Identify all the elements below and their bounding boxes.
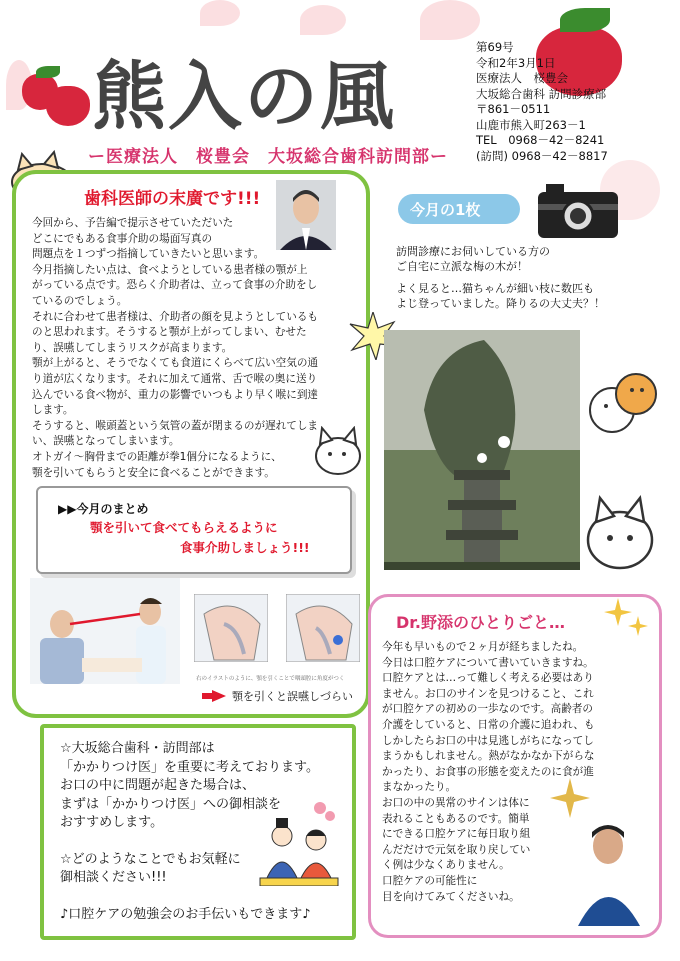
nozoe-line: まうかもしれません。熱がなかなか下がらな — [382, 750, 595, 763]
dentist-line: オトガイ～胸骨までの距離が拳1個分になるように、 — [32, 450, 282, 463]
dentist-line: そうすると、喉頭蓋という気管の蓋が閉まるのが遅れてしま — [32, 419, 319, 432]
nozoe-heading: Dr.野添のひとりごと… — [396, 613, 565, 632]
arrow-icon — [212, 690, 226, 702]
nozoe-line: 介護をしていると、日常の介護に追われ、も — [382, 718, 595, 731]
nozoe-line: 今日は口腔ケアについて書いていきますね。 — [382, 656, 594, 669]
hina-dolls-icon — [258, 800, 340, 886]
cat-icon — [310, 426, 366, 478]
dentist-line: い、誤嚥となってしまいます。 — [32, 435, 180, 448]
dentist-line: 問題点を１つずつ指摘していきたいと思います。 — [32, 248, 265, 261]
dentist-line: がっている点です。恐らく介助者は、立って食事の介助をし — [32, 279, 318, 292]
leaf-icon — [560, 8, 610, 32]
notice-line-spacer — [60, 888, 319, 906]
leaf-icon — [36, 66, 60, 78]
petal-decoration — [300, 5, 346, 35]
photo-line: 訪問診療にお伺いしている方の — [396, 245, 550, 258]
photo-line: ご自宅に立派な梅の木が！ — [396, 260, 528, 273]
notice-line: 「かかりつけ医」を重要に考えております。 — [60, 759, 319, 775]
phone-main: TEL 0968－42－8241 — [476, 133, 605, 147]
dentist-line: 顎を引いてもらうと安全に食べることができます。 — [32, 466, 275, 479]
arrow-icon-tail — [202, 693, 212, 699]
dentist-line: します。 — [32, 404, 74, 417]
nozoe-line: かったり、お食事の形態を変えたのに食が進 — [382, 765, 594, 778]
nozoe-line: しかしたらお口の中は見逃しがちになってし — [382, 734, 594, 747]
dentist-line: 込んでいる食べ物が、重力の影響でいつもより早く喉に到達 — [32, 388, 319, 401]
nozoe-line: にできる口腔ケアに毎日取り組 — [382, 828, 531, 841]
dentist-line: ているのでしょう。 — [32, 294, 128, 307]
nozoe-line: く例は少なくありません。 — [382, 859, 510, 872]
nozoe-line: まなかったり。 — [382, 781, 457, 794]
strawberry-icon — [46, 86, 90, 126]
notice-line: ☆大坂総合歯科・訪問部は — [60, 741, 215, 756]
summary-label: ▶▶今月のまとめ — [58, 502, 149, 516]
postal-code: 〒861－0511 — [476, 102, 551, 116]
summary-line-1: 顎を引いて食べてもらえるように — [90, 520, 278, 535]
notice-line: ☆どのようなことでもお気軽に — [60, 851, 241, 867]
issue-date: 令和2年3月1日 — [476, 55, 556, 70]
nozoe-line: お口の中の異常のサインは体に — [382, 796, 530, 809]
dentist-line: 今月指摘したい点は、食べようとしている患者様の顎が上 — [32, 263, 308, 276]
dentist-line: り、誤嚥してしまうリスクが高まります。 — [32, 341, 233, 354]
notice-line: まずは「かかりつけ医」への御相談を — [60, 796, 282, 812]
phone-visit: (訪問) 0968－42－8817 — [476, 148, 608, 163]
notice-line: 御相談ください!!! — [60, 870, 167, 885]
photo-description — [396, 244, 605, 311]
dentist-line: 今回から、予告編で提示させていただいた — [32, 217, 234, 229]
camera-icon — [536, 180, 620, 242]
org-name: 医療法人 桜豊会 — [476, 71, 568, 85]
photo-line-spacer — [396, 274, 605, 281]
dentist-line: り道が広くなります。それに加えて通常、舌で喉の奥に送り — [32, 372, 318, 385]
nozoe-line: が口腔ケアの初めの一歩なのです。高齢者の — [382, 703, 594, 716]
newsletter-subtitle: ー医療法人 桜豊会 大坂総合歯科訪問部ー — [88, 147, 448, 167]
dentist-heading: 歯科医師の末廣です!!! — [84, 189, 261, 209]
nozoe-line: 今年も早いもので２ヶ月が経ちましたね。 — [382, 641, 584, 653]
nozoe-line: んだだけで元気を取り戻してい — [382, 843, 531, 856]
issue-info — [476, 40, 608, 164]
cats-hugging-icon — [582, 364, 662, 444]
throat-illustration-after — [286, 594, 360, 662]
sparkle-icon — [604, 598, 650, 640]
plum-tree-photo — [384, 330, 580, 570]
dentist-line: どこにでもある食事介助の場面写真の — [32, 232, 213, 245]
notice-line: おすすめします。 — [60, 815, 164, 830]
dentist-line: のと思われます。そうすると顎が上がってしまい、むせた — [32, 326, 307, 339]
feeding-photo — [30, 578, 180, 684]
nozoe-line: ません。お口のサインを見つけること、これ — [382, 687, 594, 700]
notice-line: お口の中に問題が起きた場合は、 — [60, 778, 256, 793]
photo-heading: 今月の1枚 — [410, 201, 481, 219]
dentist-line: 顎が上がると、そうでなくても食道にくらべて広い空気の通 — [32, 357, 319, 370]
notice-line: ♪口腔ケアの勉強会のお手伝いもできます♪ — [60, 906, 311, 922]
doctor-portrait — [574, 820, 644, 926]
photo-line: よく見ると…猫ちゃんが細い枝に数匹も — [396, 282, 594, 295]
newsletter-title: 熊入の風 — [92, 54, 396, 140]
issue-number: 第69号 — [476, 40, 514, 54]
petal-decoration — [420, 0, 480, 40]
nozoe-line: 口腔ケアの可能性に — [382, 874, 478, 887]
photo-line: よじ登っていました。降りるの大丈夫？！ — [396, 297, 605, 310]
illustration-caption: 右のイラストのように、顎を引くことで咽頭腔に角度がつく — [196, 676, 345, 682]
petal-decoration — [200, 0, 240, 26]
summary-line-2: 食事介助しましょう!!! — [180, 540, 310, 555]
chin-caption: 顎を引くと誤嚥しづらい — [232, 690, 353, 703]
address: 山鹿市熊入町263－1 — [476, 117, 586, 132]
nozoe-line: 目を向けてみてくださいね。 — [382, 890, 520, 903]
dentist-body — [32, 216, 352, 481]
cat-icon — [580, 494, 660, 574]
throat-illustration-before — [194, 594, 268, 662]
nozoe-line: 口腔ケアとは…って難しく考える必要はあり — [382, 672, 594, 685]
sparkle-icon — [550, 778, 590, 818]
dept-name: 大坂総合歯科 訪問診療部 — [476, 86, 607, 101]
nozoe-line: 表れることもあるのです。簡単 — [382, 812, 530, 825]
dentist-line: それに合わせて患者様は、介助者の顔を見ようとしているも — [32, 310, 319, 323]
